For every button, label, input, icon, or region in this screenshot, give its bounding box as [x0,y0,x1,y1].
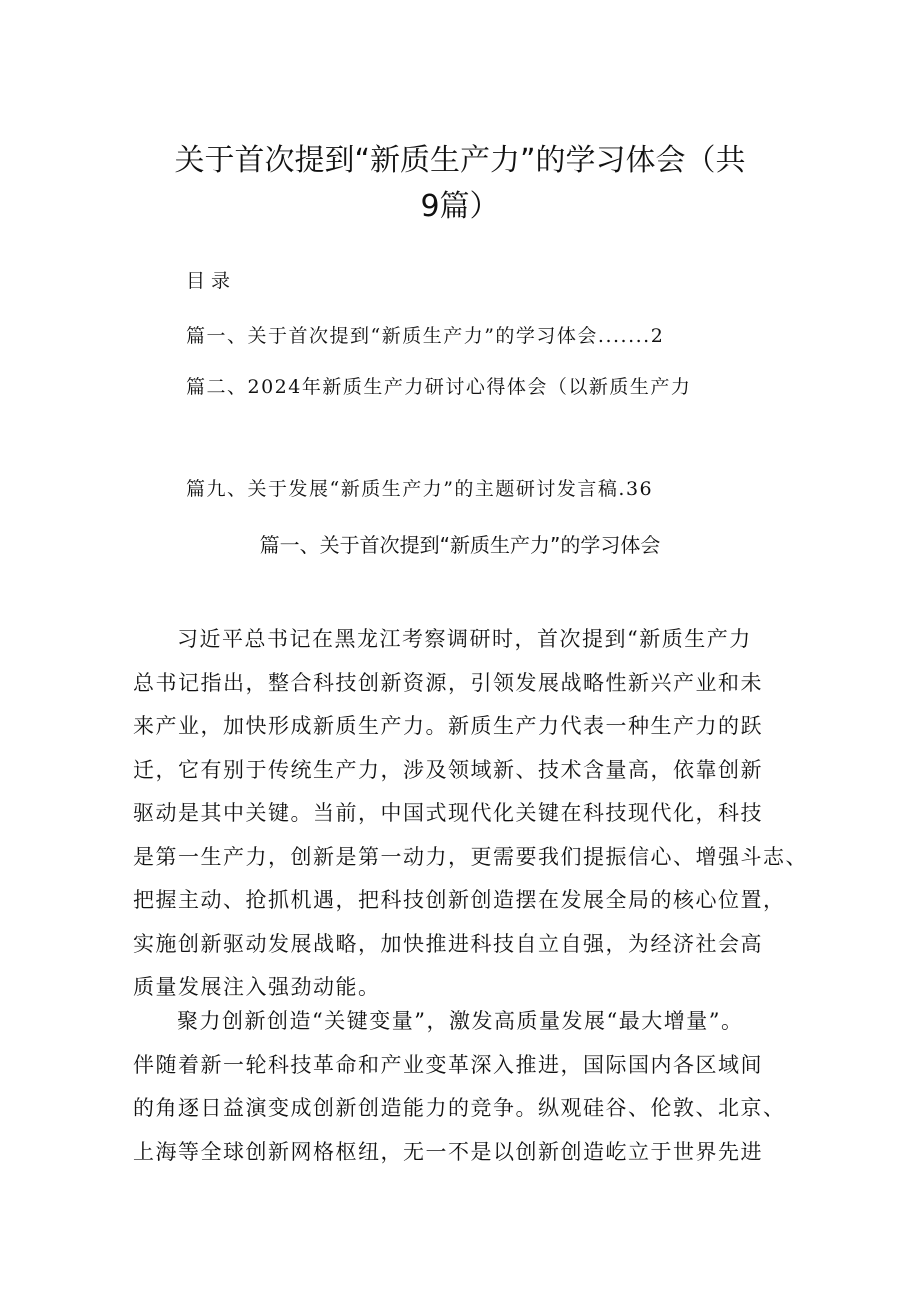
paragraph-line: 习近平总书记在黑龙江考察调研时，首次提到“新质生产力 [177,627,752,651]
paragraph-line: 是第一生产力，创新是第一动力，更需要我们提振信心、增强斗志、 [133,844,808,869]
paragraph-2 [133,1000,813,1174]
paragraph-line: 的角逐日益演变成创新创造能力的竞争。纵观硅谷、伦敦、北京、 [133,1096,786,1120]
paragraph-line: 上海等全球创新网格枢纽，无一不是以创新创造屹立于世界先进 [133,1139,763,1164]
toc-item[interactable]: 篇九、关于发展“新质生产力”的主题研讨发言稿.36 [186,478,654,500]
paragraph-line: 总书记指出，整合科技创新资源，引领发展战略性新兴产业和未 [133,670,763,695]
paragraph-line: 驱动是其中关键。当前，中国式现代化关键在科技现代化，科技 [133,801,763,825]
paragraph-1 [133,618,813,1010]
toc-item[interactable]: 篇一、关于首次提到“新质生产力”的学习体会.......2 [186,325,665,347]
toc-item[interactable]: 篇二、2024年新质生产力研讨心得体会（以新质生产力 [186,376,692,398]
document-title [140,138,780,230]
title-line-2: 9篇） [420,189,500,224]
title-line-1: 关于首次提到“新质生产力”的学习体会（共 [174,143,746,178]
section-title: 篇一、关于首次提到“新质生产力”的学习体会 [259,533,661,557]
paragraph-line: 迁，它有别于传统生产力，涉及领域新、技术含量高，依靠创新 [133,757,763,782]
paragraph-line: 质量发展注入强劲动能。 [133,975,381,999]
paragraph-line: 来产业，加快形成新质生产力。新质生产力代表一种生产力的跃 [133,714,763,738]
toc-heading: 目录 [186,270,237,292]
paragraph-line: 实施创新驱动发展战略，加快推进科技自立自强，为经济社会高 [133,931,763,956]
paragraph-line: 把握主动、抢抓机遇，把科技创新创造摆在发展全局的核心位置， [133,888,786,912]
paragraph-line: 聚力创新创造“关键变量”，激发高质量发展“最大增量”。 [177,1009,744,1033]
paragraph-line: 伴随着新一轮科技革命和产业变革深入推进，国际国内各区域间 [133,1052,763,1077]
